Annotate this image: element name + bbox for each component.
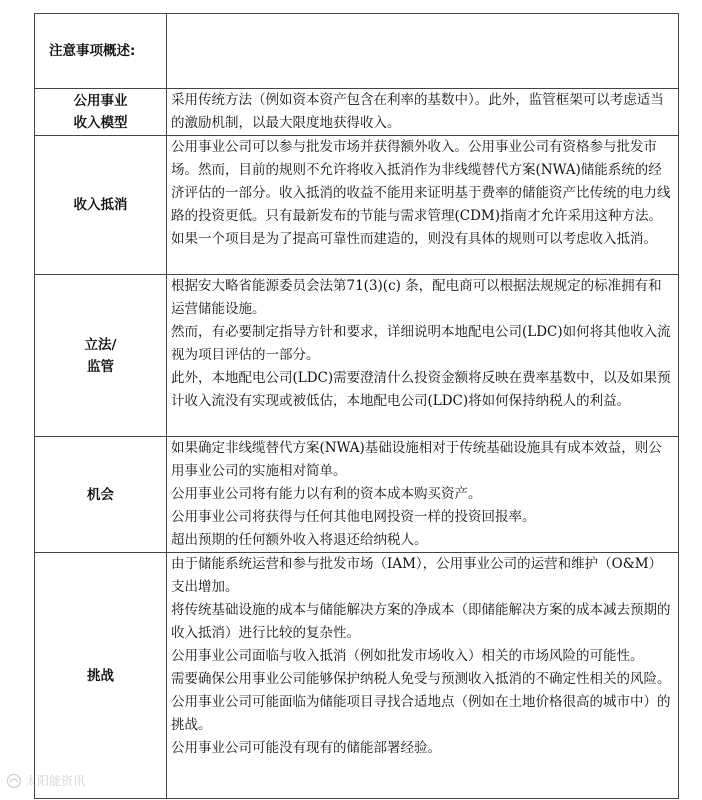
row-content [167, 136, 679, 275]
watermark-logo-icon [6, 773, 22, 789]
paragraph: 采用传统方法（例如资本资产包含在利率的基数中）。此外，监管框架可以考虑适当的激励机制，以最大限度地获得收入。 [171, 92, 664, 131]
paragraph: 公用事业公司将有能力以有利的资本成本购买资产。 [171, 486, 482, 502]
row-label-legislation [35, 275, 167, 437]
paragraph: 此外，本地配电公司(LDC)需要澄清什么投资金额将反映在费率基数中，以及如果预计收入流没有实现或被低估，本地配电公司(LDC)将如何保持纳税人的利益。 [171, 370, 671, 409]
row-revenue-offset [35, 136, 679, 275]
row-content [167, 275, 679, 437]
label-line: 监管 [87, 358, 114, 375]
row-label-revenue-offset: 收入抵消 [35, 136, 167, 275]
paragraph: 然而，有必要制定指导方针和要求，详细说明本地配电公司(LDC)如何将其他收入流视为项目评估的一部分。 [171, 324, 671, 363]
overview-row [35, 14, 679, 89]
paragraph: 公用事业公司面临与收入抵消（例如批发市场收入）相关的市场风险的可能性。 [171, 648, 644, 664]
row-legislation-regulation [35, 275, 679, 437]
paragraph: 将传统基础设施的成本与储能解决方案的净成本（即储能解决方案的成本减去预期的收入抵消）进行比较的复杂性。 [171, 602, 671, 641]
label-line: 收入模型 [73, 115, 128, 131]
paragraph: 由于储能系统运营和参与批发市场（IAM），公用事业公司的运营和维护（O&M）支出增加。 [171, 556, 663, 595]
paragraph: 如果确定非线缆替代方案(NWA)基础设施相对于传统基础设施具有成本效益，则公用事业公司的实施相对简单。 [171, 440, 662, 479]
paragraph: 需要确保公用事业公司能够保护纳税人免受与预测收入抵消的不确定性相关的风险。 [171, 671, 671, 687]
row-opportunity [35, 437, 679, 553]
watermark-text: 太阳能资讯 [25, 774, 86, 788]
row-label-challenges: 挑战 [35, 553, 167, 799]
label-line: 立法/ [84, 336, 117, 353]
label-line: 公用事业 [73, 93, 128, 109]
watermark [6, 772, 85, 789]
row-label-opportunity: 机会 [35, 437, 167, 553]
row-revenue-model [35, 89, 679, 136]
row-content [167, 553, 679, 799]
row-label-revenue-model [35, 89, 167, 136]
considerations-table [34, 13, 679, 799]
paragraph: 根据安大略省能源委员会法第71(3)(c) 条，配电商可以根据法规规定的标准拥有和运营储能设施。 [171, 278, 662, 317]
overview-content-cell [167, 14, 679, 89]
row-challenges [35, 553, 679, 799]
paragraph: 公用事业公司可能面临为储能项目寻找合适地点（例如在土地价格很高的城市中）的挑战。 [171, 694, 671, 733]
paragraph: 公用事业公司将获得与任何其他电网投资一样的投资回报率。 [171, 509, 536, 525]
row-content [167, 437, 679, 553]
paragraph: 公用事业公司可能没有现有的储能部署经验。 [171, 740, 441, 756]
row-content [167, 89, 679, 136]
paragraph: 超出预期的任何额外收入将退还给纳税人。 [171, 532, 428, 548]
paragraph: 公用事业公司可以参与批发市场并获得额外收入。公用事业公司有资格参与批发市场。然而，目前的规则不允许将收入抵消作为非线缆替代方案(NWA)储能系统的经济评估的一部分。收入抵消的收益不能用来证明基于费率的储能资产比传统的电力线路的投资更低。只有最新发布的节能与需求管理(CDM)指南才允许采用这种方法。如果一个项目是为了提高可靠性而建造的，则没有具体的规则可以考虑收入抵消。 [171, 139, 671, 247]
overview-label: 注意事项概述: [35, 14, 167, 89]
